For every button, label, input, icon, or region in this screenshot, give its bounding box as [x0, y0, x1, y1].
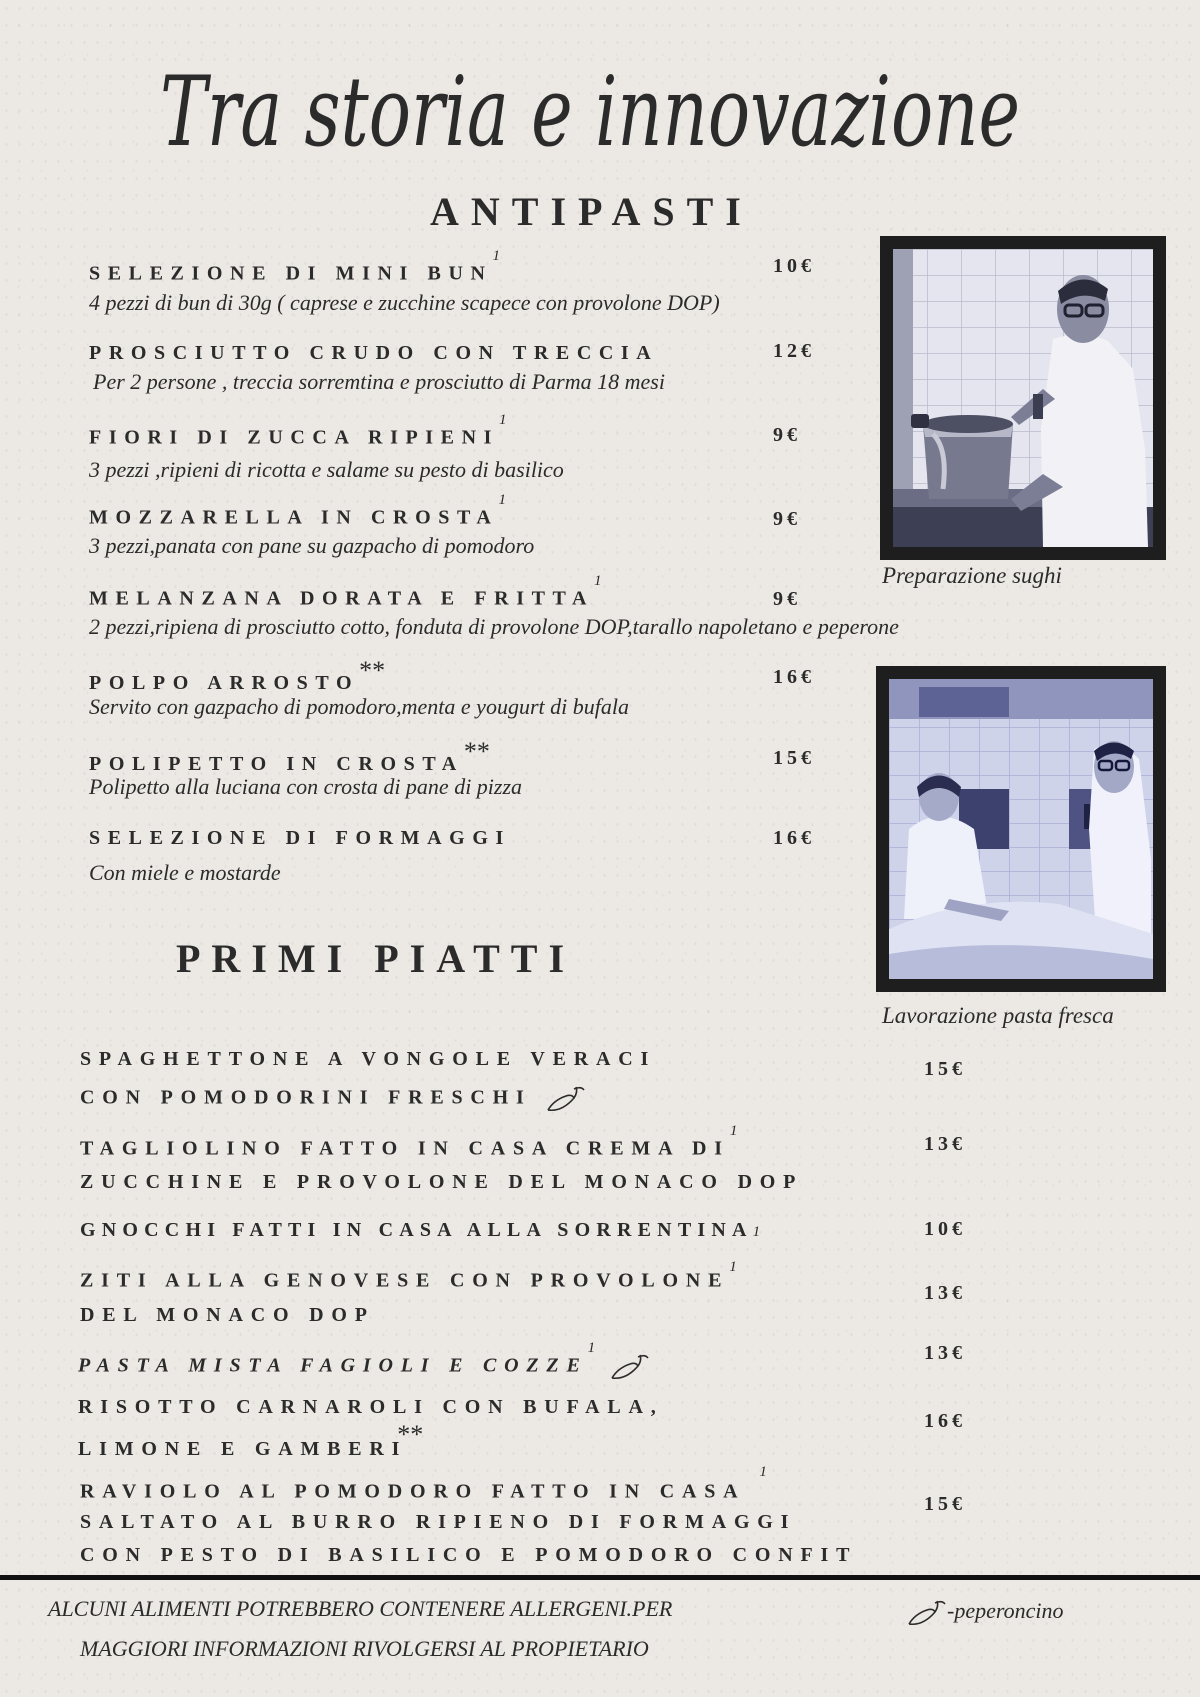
dish-price: 10€: [773, 255, 815, 277]
dish-name-line: RISOTTO CARNAROLI CON BUFALA,: [78, 1396, 664, 1418]
dish-name-line: CON POMODORINI FRESCHI: [80, 1084, 586, 1114]
dish-description: Servito con gazpacho di pomodoro,menta e yougurt di bufala: [89, 694, 629, 719]
dish-name-line: TAGLIOLINO FATTO IN CASA CREMA $DI^1$: [80, 1123, 738, 1160]
chef-cooking-photo: [893, 249, 1153, 547]
dish-name-line: CON PESTO DI BASILICO E POMODORO CONFIT: [80, 1544, 858, 1566]
dish-price: 12€: [773, 340, 815, 362]
dish-price: 15€: [773, 747, 815, 769]
chili-pepper-icon: [544, 1084, 586, 1114]
dish-description: Con miele e mostarde: [89, 860, 281, 885]
legend: -peperoncino: [905, 1598, 1063, 1628]
dish-price: 13€: [924, 1133, 966, 1155]
dish-name: FIORI DI ZUCCA RIPIENI$^1$: [89, 412, 507, 449]
allergen-notice-line1: ALCUNI ALIMENTI POTREBBERO CONTENERE ALLERGENI.PER: [48, 1596, 673, 1621]
dish-price: 15€: [924, 1493, 966, 1515]
dish-price: 9€: [773, 508, 801, 530]
dish-description: Polipetto alla luciana con crosta di pane di pizza: [89, 774, 523, 799]
photo-caption: Preparazione sughi: [882, 563, 1062, 588]
primi-title: PRIMI PIATTI: [176, 936, 576, 981]
dish-name-line: ZUCCHINE E PROVOLONE DEL MONACO DOP: [80, 1171, 804, 1193]
dish-name-line: PASTA MISTA FAGIOLI E COZZE$^1$: [78, 1352, 650, 1382]
photo-frame: [880, 236, 1166, 560]
dish-name-line: SALTATO AL BURRO RIPIENO DI FORMAGGI: [80, 1511, 797, 1533]
dish-name: POLIPETTO IN CROSTA**: [89, 737, 490, 775]
dish-price: 16€: [773, 666, 815, 688]
dish-price: 16€: [773, 827, 815, 849]
dish-price: 13€: [924, 1342, 966, 1364]
chili-pepper-icon: [608, 1352, 650, 1382]
dish-price: 10€: [924, 1218, 966, 1240]
dish-name-line: ZITI ALLA GENOVESE CON PROVOLONE$^1$: [80, 1259, 737, 1292]
dish-description: 4 pezzi di bun di 30g ( caprese e zucchine scapece con provolone DOP): [89, 290, 720, 315]
dish-name: POLPO ARROSTO**: [89, 656, 386, 694]
pasta-making-photo: [889, 679, 1153, 979]
dish-name-line: RAVIOLO AL POMODORO FATTO IN CASA$^1$: [80, 1464, 767, 1503]
dish-name-line: DEL MONACO DOP: [80, 1304, 375, 1326]
dish-name: MELANZANA DORATA E FRITTA$^1$: [89, 573, 602, 610]
dish-price: 9€: [773, 588, 801, 610]
dish-name: SELEZIONE DI MINI BUN$^1$: [89, 248, 501, 285]
dish-price: 13€: [924, 1282, 966, 1304]
dish-name-line: SPAGHETTONE A VONGOLE VERACI: [80, 1048, 657, 1070]
dish-description: 2 pezzi,ripiena di prosciutto cotto, fonduta di provolone DOP,tarallo napoletano e peperone: [89, 614, 899, 639]
dish-description: 3 pezzi,panata con pane su gazpacho di pomodoro: [89, 533, 535, 558]
photo-frame: [876, 666, 1166, 992]
footer-divider: [0, 1575, 1200, 1580]
dish-description: 3 pezzi ,ripieni di ricotta e salame su pesto di basilico: [89, 457, 564, 482]
dish-name: SELEZIONE DI FORMAGGI: [89, 827, 511, 849]
allergen-notice-line2: MAGGIORI INFORMAZIONI RIVOLGERSI AL PROPIETARIO: [80, 1636, 649, 1661]
dish-description: Per 2 persone , treccia sorremtina e prosciutto di Parma 18 mesi: [93, 369, 665, 394]
dish-price: 15€: [924, 1058, 966, 1080]
antipasti-title: ANTIPASTI: [430, 189, 753, 234]
script-title: [160, 30, 1040, 205]
chili-pepper-icon: [905, 1598, 947, 1628]
dish-price: 9€: [773, 424, 801, 446]
dish-name-line: LIMONE E GAMBERI**: [78, 1420, 424, 1460]
photo-caption: Lavorazione pasta fresca: [882, 1003, 1114, 1028]
dish-price: 16€: [924, 1410, 966, 1432]
svg-text:Tra storia e innovazione: Tra storia e innovazione: [160, 56, 1020, 168]
dish-name: MOZZARELLA IN CROSTA$^1$: [89, 492, 506, 529]
dish-name-line: GNOCCHI FATTI IN CASA ALLA SORRENTINA1: [80, 1219, 761, 1241]
dish-name: PROSCIUTTO CRUDO CON TRECCIA: [89, 342, 659, 364]
